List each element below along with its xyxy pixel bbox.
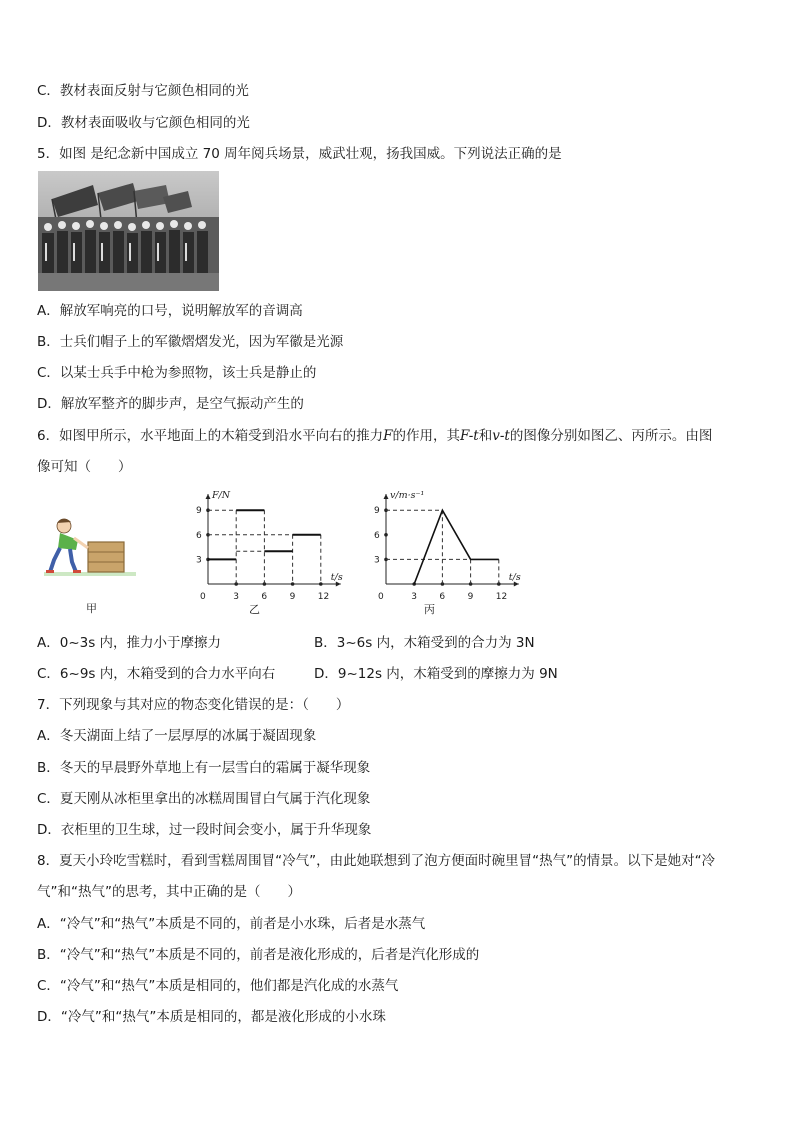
chart-vt xyxy=(368,486,533,606)
y-tick-label: 9 xyxy=(374,506,380,517)
q6-stem xyxy=(37,427,712,445)
y-tick-label: 6 xyxy=(196,530,202,541)
y-tick-label: 6 xyxy=(374,530,380,541)
x-tick-label: 6 xyxy=(439,592,446,602)
q5-option-c: C．以某士兵手中枪为参照物，该士兵是静止的 xyxy=(37,365,317,381)
x-axis-label: t/s xyxy=(330,572,343,583)
x-tick-label: 12 xyxy=(495,592,508,602)
x-tick-label: 3 xyxy=(411,592,417,602)
q6-stem-line2: 像可知（ ） xyxy=(37,459,132,475)
q6-symbol-ft: F-t xyxy=(459,428,479,444)
figure-bing-label: 丙 xyxy=(424,603,435,616)
x-tick-label: 0 xyxy=(378,592,384,602)
q6-option-c: C．6~9s 内，木箱受到的合力水平向右 xyxy=(37,666,276,682)
q4-option-c: C．教材表面反射与它颜色相同的光 xyxy=(37,83,249,99)
q5-stem: 5．如图 是纪念新中国成立 70 周年阅兵场景，威武壮观，扬我国威。下列说法正确的是 xyxy=(37,146,562,162)
y-tick-dot xyxy=(384,533,388,537)
x-axis-label: t/s xyxy=(508,572,521,583)
q7-stem: 7．下列现象与其对应的物态变化错误的是：（ ） xyxy=(37,697,350,713)
q6-stem-part2: 的作用，其 xyxy=(392,428,460,444)
q7-option-c: C．夏天刚从冰柜里拿出的冰糕周围冒白气属于汽化现象 xyxy=(37,791,371,807)
q6-stem-part4: 的图像分别如图乙、丙所示。由图 xyxy=(509,428,713,444)
y-axis-arrow xyxy=(384,494,389,499)
y-tick-label: 9 xyxy=(196,506,202,517)
y-tick-label: 3 xyxy=(196,555,202,566)
parade-photo xyxy=(38,171,219,291)
q5-option-d: D．解放军整齐的脚步声，是空气振动产生的 xyxy=(37,396,304,412)
x-tick-label: 3 xyxy=(233,592,239,602)
q8-stem-line2: 气”和“热气”的思考，其中正确的是（ ） xyxy=(37,884,301,900)
q6-option-b: B．3~6s 内，木箱受到的合力为 3N xyxy=(314,635,535,651)
boy-pushing-box-illustration xyxy=(40,508,140,588)
x-tick-label: 9 xyxy=(467,592,474,602)
q7-option-d: D．衣柜里的卫生球，过一段时间会变小，属于升华现象 xyxy=(37,822,372,838)
q8-option-a: A．“冷气”和“热气”本质是不同的，前者是小水珠，后者是水蒸气 xyxy=(37,916,426,932)
y-tick-label: 3 xyxy=(374,555,380,566)
x-tick-label: 9 xyxy=(289,592,296,602)
q5-option-a: A．解放军响亮的口号，说明解放军的音调高 xyxy=(37,303,303,319)
x-tick-label: 6 xyxy=(261,592,268,602)
q6-option-d: D．9~12s 内，木箱受到的摩擦力为 9N xyxy=(314,666,558,682)
figure-yi-label: 乙 xyxy=(249,603,260,616)
x-tick-label: 0 xyxy=(200,592,206,602)
q8-option-d: D．“冷气”和“热气”本质是相同的，都是液化形成的小水珠 xyxy=(37,1009,386,1025)
q5-option-b: B．士兵们帽子上的军徽熠熠发光，因为军徽是光源 xyxy=(37,334,344,350)
y-axis-label: v/m·s⁻¹ xyxy=(390,490,425,501)
q6-symbol-vt: v-t xyxy=(492,428,510,444)
figure-jia xyxy=(40,508,140,588)
q6-stem-part1: 6．如图甲所示，水平地面上的木箱受到沿水平向右的推力 xyxy=(37,428,384,444)
q4-option-d: D．教材表面吸收与它颜色相同的光 xyxy=(37,115,250,131)
x-tick-label: 12 xyxy=(317,592,330,602)
q8-option-b: B．“冷气”和“热气”本质是不同的，前者是液化形成的，后者是汽化形成的 xyxy=(37,947,480,963)
velocity-line xyxy=(414,510,499,584)
q6-option-a: A．0~3s 内，推力小于摩擦力 xyxy=(37,635,222,651)
y-axis-label: F/N xyxy=(212,490,231,501)
figure-jia-label: 甲 xyxy=(86,602,97,615)
q6-stem-part3: 和 xyxy=(478,428,493,444)
q8-option-c: C．“冷气”和“热气”本质是相同的，他们都是汽化成的水蒸气 xyxy=(37,978,399,994)
q7-option-a: A．冬天湖面上结了一层厚厚的冰属于凝固现象 xyxy=(37,728,317,744)
q7-option-b: B．冬天的早晨野外草地上有一层雪白的霜属于凝华现象 xyxy=(37,760,371,776)
chart-ft xyxy=(190,486,355,606)
q6-symbol-f: F xyxy=(383,428,393,444)
y-axis-arrow xyxy=(206,494,211,499)
q8-stem: 8．夏天小玲吃雪糕时，看到雪糕周围冒“冷气”，由此她联想到了泡方便面时碗里冒“热气”的情景。以下是她对“冷 xyxy=(37,853,716,869)
